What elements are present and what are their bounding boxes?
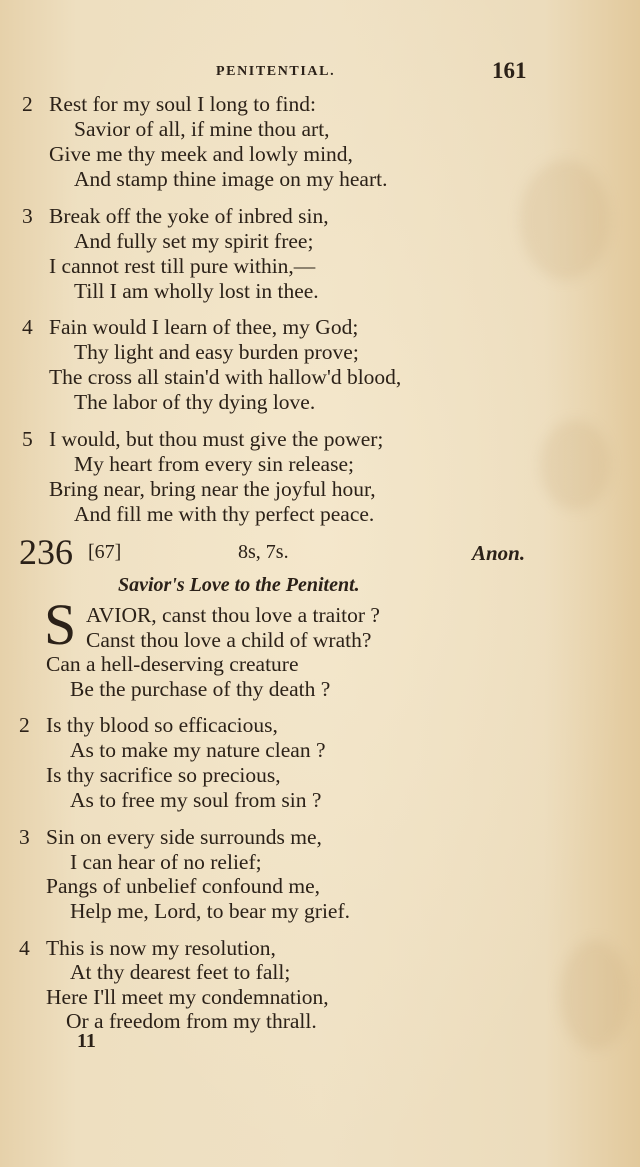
verse-number: 2 <box>19 713 30 737</box>
verse-line: I can hear of no relief; <box>70 850 262 874</box>
page-header <box>0 60 640 86</box>
verse-line: Canst thou love a child of wrath? <box>86 628 372 652</box>
verse-line: My heart from every sin release; <box>74 452 354 476</box>
verse-line: Help me, Lord, to bear my grief. <box>70 899 351 923</box>
verse-line: And stamp thine image on my heart. <box>74 167 388 191</box>
verse-number: 3 <box>22 204 33 228</box>
drop-cap: S <box>44 592 77 657</box>
verse-line: I cannot rest till pure within,— <box>49 254 316 278</box>
hymn-meter: 8s, 7s. <box>238 541 289 563</box>
verse-number: 4 <box>22 315 33 339</box>
verse-number: 3 <box>19 825 30 849</box>
verse-line: And fully set my spirit free; <box>74 229 314 253</box>
verse-line: As to make my nature clean ? <box>70 738 326 762</box>
verse-line: Is thy sacrifice so precious, <box>46 763 281 787</box>
hymn-author: Anon. <box>472 541 526 565</box>
verse-number: 4 <box>19 936 30 960</box>
verse-line: Here I'll meet my condemnation, <box>46 985 329 1009</box>
verse-line: The labor of thy dying love. <box>74 390 316 414</box>
verse-line: Give me thy meek and lowly mind, <box>49 142 353 166</box>
verse-line: Bring near, bring near the joyful hour, <box>49 477 376 501</box>
verse-line: As to free my soul from sin ? <box>70 788 322 812</box>
verse-line: Or a freedom from my thrall. <box>66 1009 317 1033</box>
verse-line: Pangs of unbelief confound me, <box>46 874 321 898</box>
running-title: PENITENTIAL. <box>216 64 336 79</box>
signature-mark: 11 <box>77 1030 96 1052</box>
verse-line: Till I am wholly lost in thee. <box>74 279 319 303</box>
paper-stain <box>520 160 610 280</box>
hymn-number: 236 <box>19 532 73 572</box>
verse-line: Thy light and easy burden prove; <box>74 340 359 364</box>
verse-line: Fain would I learn of thee, my God; <box>49 315 359 339</box>
verse-line: At thy dearest feet to fall; <box>70 960 291 984</box>
paper-stain <box>560 940 630 1050</box>
verse-line: Break off the yoke of inbred sin, <box>49 204 329 228</box>
verse-line: AVIOR, canst thou love a traitor ? <box>86 603 380 627</box>
hymn-title: Savior's Love to the Penitent. <box>118 574 360 596</box>
verse-line: I would, but thou must give the power; <box>49 427 384 451</box>
verse-number: 2 <box>22 92 33 116</box>
verse-line: Be the purchase of thy death ? <box>70 677 331 701</box>
verse-number: 5 <box>22 427 33 451</box>
page-number: 161 <box>492 58 527 83</box>
verse-line: This is now my resolution, <box>46 936 276 960</box>
verse-line: The cross all stain'd with hallow'd blood, <box>49 365 402 389</box>
verse-line: Rest for my soul I long to find: <box>49 92 316 116</box>
tune-reference: [67] <box>88 541 122 563</box>
verse-line: Can a hell-deserving creature <box>46 652 299 676</box>
verse-line: Savior of all, if mine thou art, <box>74 117 330 141</box>
paper-stain <box>540 420 610 510</box>
verse-line: Sin on every side surrounds me, <box>46 825 322 849</box>
verse-line: Is thy blood so efficacious, <box>46 713 278 737</box>
verse-line: And fill me with thy perfect peace. <box>74 502 375 526</box>
